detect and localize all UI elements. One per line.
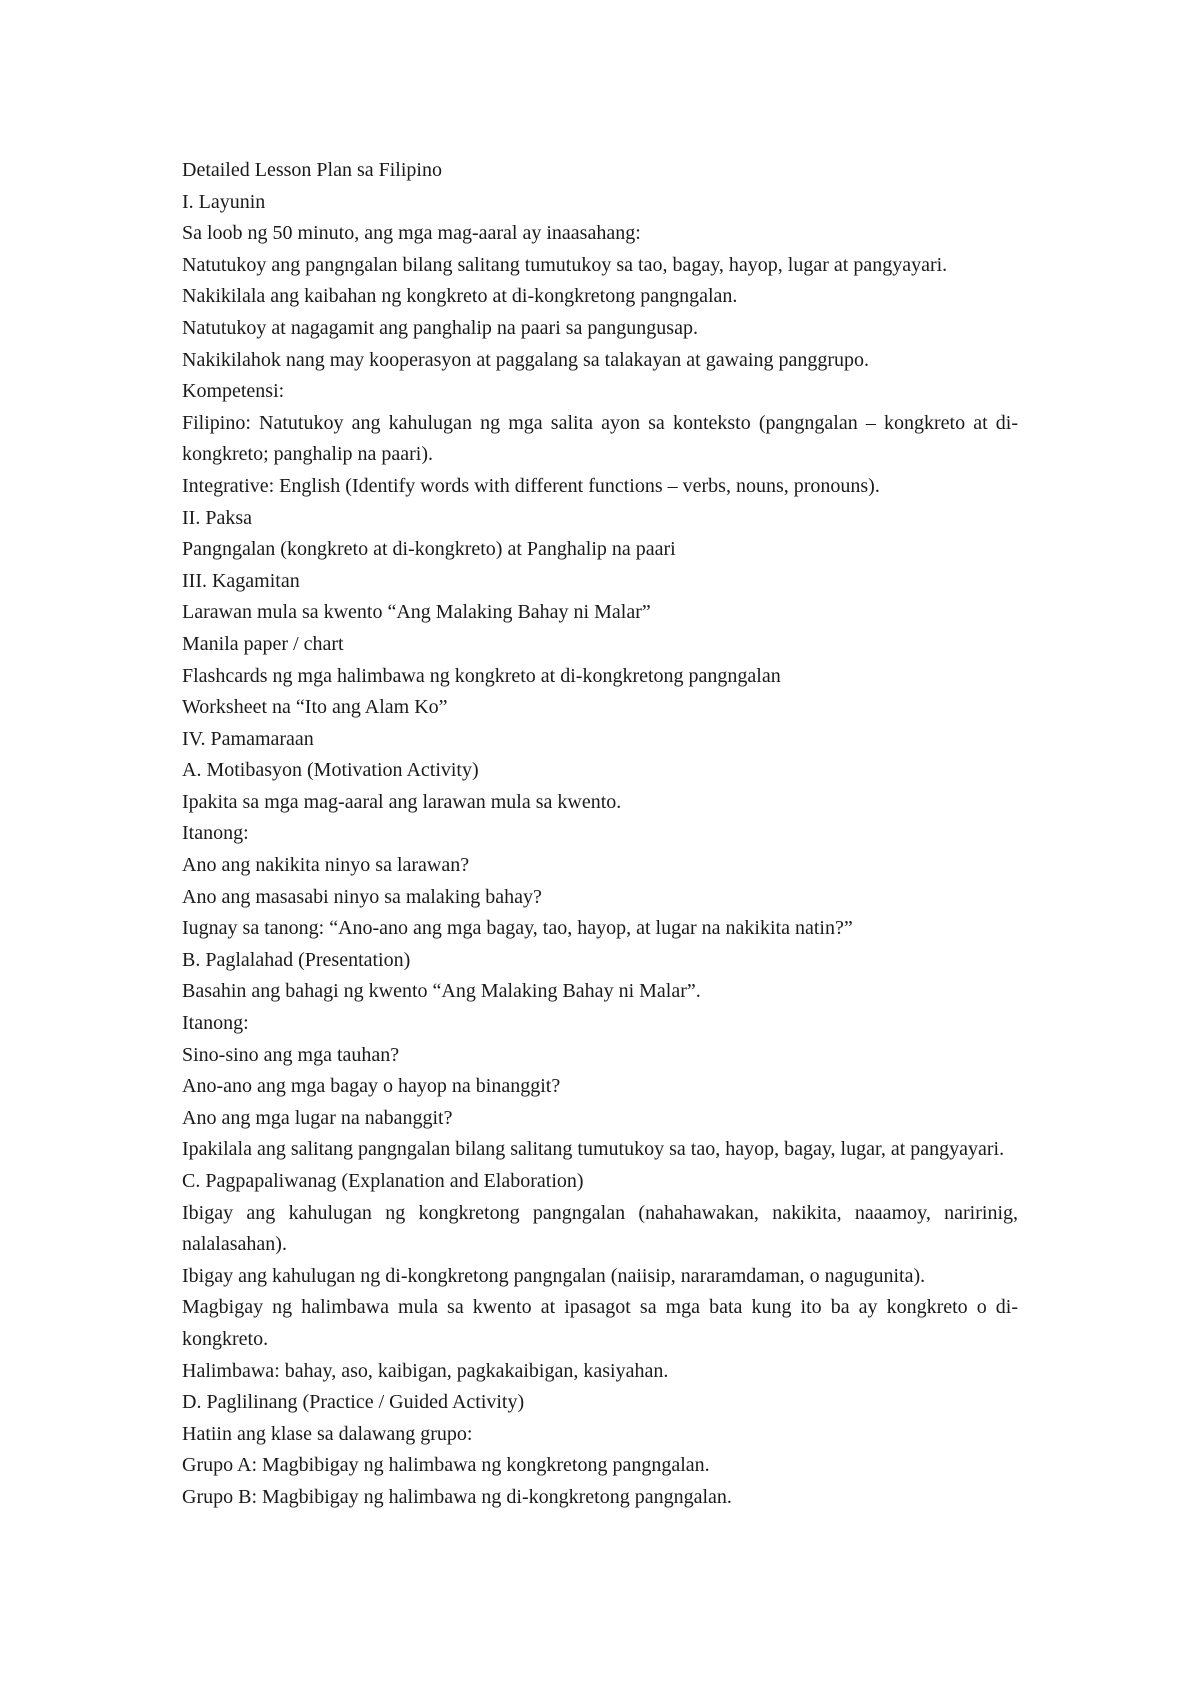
question-item: Ano ang masasabi ninyo sa malaking bahay? — [182, 885, 542, 908]
subheading-pagpapaliwanag: C. Pagpapaliwanag (Explanation and Elaboration) — [182, 1170, 584, 1192]
objective-item: Nakikilala ang kaibahan ng kongkreto at di-kongkretong pangngalan. — [182, 285, 738, 308]
text-line: Iugnay sa tanong: “Ano-ano ang mga bagay, tao, hayop, at lugar na nakikita natin?” — [182, 917, 853, 940]
section-heading-pamamaraan: IV. Pamamaraan — [182, 727, 314, 750]
section-heading-paksa: II. Paksa — [182, 506, 252, 529]
subheading-paglilinang: D. Paglilinang (Practice / Guided Activity) — [182, 1391, 525, 1414]
text-line: Basahin ang bahagi ng kwento “Ang Malaking Bahay ni Malar”. — [182, 980, 701, 1003]
competency-text: Filipino: Natutukoy ang kahulugan ng mga salita ayon sa konteksto (pangngalan – kongkreto at di-kongkreto; panghalip na paari). — [182, 411, 1018, 466]
material-item: Flashcards ng mga halimbawa ng kongkreto at di-kongkretong pangngalan — [182, 664, 781, 687]
text-line: Hatiin ang klase sa dalawang grupo: — [182, 1422, 473, 1445]
topic-text: Pangngalan (kongkreto at di-kongkreto) at Panghalip na paari — [182, 538, 676, 561]
section-heading-layunin: I. Layunin — [182, 190, 266, 213]
text-paragraph: Magbigay ng halimbawa mula sa kwento at ipasagot sa mga bata kung ito ba ay kongkreto o di-kongkreto. — [182, 1296, 1018, 1350]
group-item: Grupo A: Magbibigay ng halimbawa ng kongkretong pangngalan. — [182, 1454, 710, 1477]
lesson-plan-body — [182, 155, 1018, 1514]
question-item: Ano-ano ang mga bagay o hayop na binanggit? — [182, 1075, 561, 1098]
text-line: Halimbawa: bahay, aso, kaibigan, pagkakaibigan, kasiyahan. — [182, 1359, 669, 1382]
document-title: Detailed Lesson Plan sa Filipino — [182, 159, 442, 181]
question-item: Sino-sino ang mga tauhan? — [182, 1043, 400, 1066]
text-line: Ibigay ang kahulugan ng di-kongkretong pangngalan (naiisip, nararamdaman, o nagugunita). — [182, 1264, 926, 1287]
objective-item: Natutukoy at nagagamit ang panghalip na paari sa pangungusap. — [182, 316, 698, 339]
competency-text: Integrative: English (Identify words with different functions – verbs, nouns, pronouns). — [182, 474, 880, 497]
material-item: Worksheet na “Ito ang Alam Ko” — [182, 696, 448, 719]
material-item: Manila paper / chart — [182, 632, 344, 655]
objective-item: Nakikilahok nang may kooperasyon at paggalang sa talakayan at gawaing panggrupo. — [182, 348, 870, 371]
text-line: Ipakita sa mga mag-aaral ang larawan mula sa kwento. — [182, 790, 622, 813]
text-paragraph: Ibigay ang kahulugan ng kongkretong pangngalan (nahahawakan, nakikita, naaamoy, naririnig, nalalasahan). — [182, 1201, 1018, 1256]
subheading-kompetensi: Kompetensi: — [182, 380, 285, 403]
question-item: Ano ang mga lugar na nabanggit? — [182, 1106, 453, 1129]
objective-item: Natutukoy ang pangngalan bilang salitang tumutukoy sa tao, bagay, hayop, lugar at pangyayari. — [182, 253, 948, 276]
text-paragraph: Ipakilala ang salitang pangngalan bilang salitang tumutukoy sa tao, hayop, bagay, lugar, at pangyayari. — [182, 1138, 1005, 1161]
text-line: Itanong: — [182, 822, 249, 845]
group-item: Grupo B: Magbibigay ng halimbawa ng di-kongkretong pangngalan. — [182, 1485, 732, 1508]
material-item: Larawan mula sa kwento “Ang Malaking Bahay ni Malar” — [182, 601, 651, 624]
subheading-paglalahad: B. Paglalahad (Presentation) — [182, 948, 411, 971]
question-item: Ano ang nakikita ninyo sa larawan? — [182, 854, 470, 877]
section-heading-kagamitan: III. Kagamitan — [182, 569, 300, 592]
subheading-motibasyon: A. Motibasyon (Motivation Activity) — [182, 759, 479, 782]
text-line: Itanong: — [182, 1012, 249, 1035]
text-line: Sa loob ng 50 minuto, ang mga mag-aaral ay inaasahang: — [182, 222, 641, 245]
